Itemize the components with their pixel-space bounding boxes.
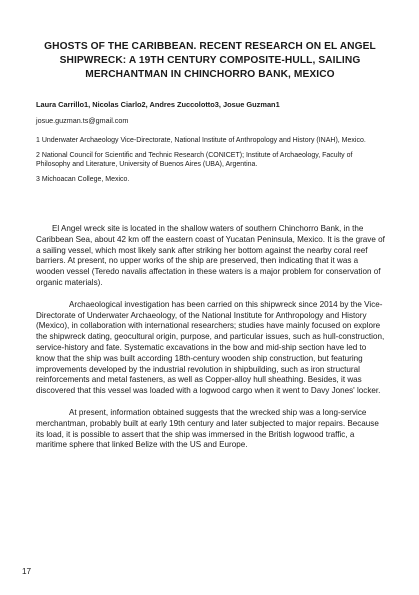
affiliation-item: 3 Michoacan College, Mexico.	[36, 175, 130, 183]
contact-email: josue.guzman.ts@gmail.com	[36, 116, 129, 125]
abstract-body	[36, 224, 386, 451]
author-list: Laura Carrillo1, Nicolas Ciarlo2, Andres Zuccolotto3, Josue Guzman1	[36, 100, 280, 109]
affiliation-list	[36, 136, 386, 189]
page-number: 17	[22, 567, 32, 576]
body-paragraph: Archaeological investigation has been carried on this shipwreck since 2014 by the Vice-Directorate of Underwater Archaeology, of the National Institute for Anthropology and History (Mexico), in collaboration with international researchers; studies have mainly focused on explore the shipwreck dating, geocultural origin, purpose, and particular issues, such as hull-construction, service-history and fate. Systematic excavations in the bow and mid-ship section have led to know that the ship was built according 18th-century wooden ship construction, but featuring improvements developed by the industrial revolution in shipbuilding, such as iron structural reinforcements and metal fasteners, as well as Copper-alloy hull sheathing. Besides, it was discovered that this vessel was loaded with a logwood cargo when it went to Davy Jones' locker.	[36, 299, 385, 396]
affiliation-item: 2 National Council for Scientific and Technic Research (CONICET); Institute of Archaeology, Faculty of Philosophy and Literature, University of Buenos Aires (UBA), Argentina.	[36, 151, 353, 169]
body-paragraph: El Angel wreck site is located in the shallow waters of southern Chinchorro Bank, in the Caribbean Sea, about 42 km off the eastern coast of Yucatan Peninsula, Mexico. It is the grave of a sailing vessel, which most likely sank after striking her bottom against the nearby coral reef barriers. At present, no upper works of the ship are preserved, then indicating that it was a wooden vessel (Teredo navalis affectation in these waters is a major problem for conservation of organic materials).	[36, 224, 385, 287]
affiliation-item: 1 Underwater Archaeology Vice-Directorate, National Institute of Anthropology and History (INAH), Mexico.	[36, 137, 366, 144]
paper-title: GHOSTS OF THE CARIBBEAN. RECENT RESEARCH ON EL ANGEL SHIPWRECK: A 19TH CENTURY COMPOSITE-HULL, SAILING MERCHANTMAN IN CHINCHORRO BANK, MEXICO	[44, 41, 376, 80]
body-paragraph: At present, information obtained suggests that the wrecked ship was a long-service merchantman, probably built at early 19th century and later subjected to major repairs. Because its load, it is possible to assert that the ship was immersed in the British logwood traffic, a maritime sphere that linked Belize with the US and Europe.	[36, 407, 379, 450]
